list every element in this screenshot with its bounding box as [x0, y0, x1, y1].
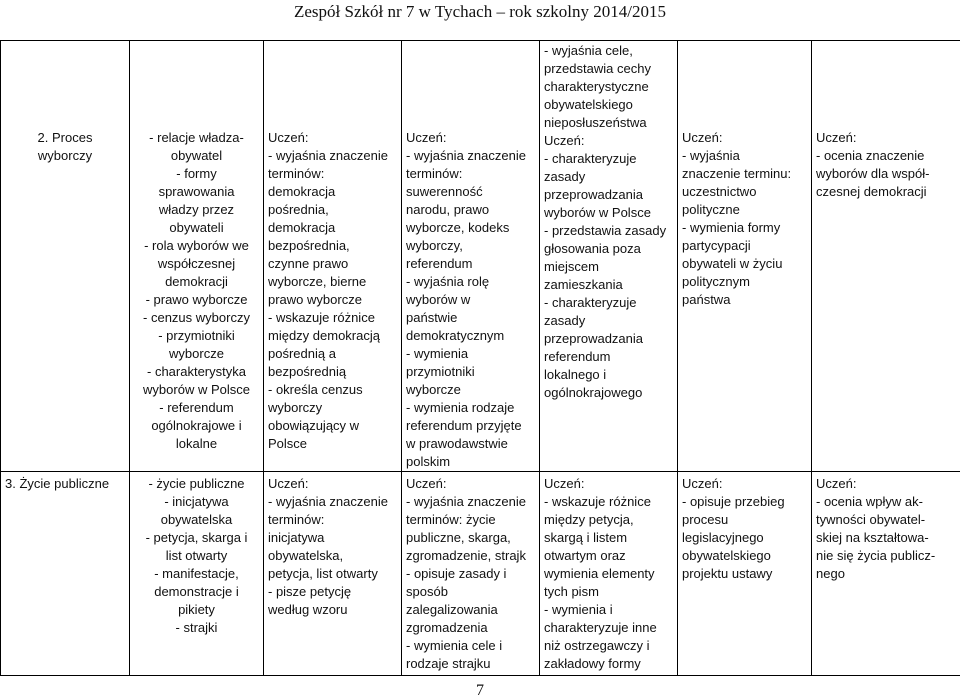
requirement-level-5-cell: Uczeń: - ocenia znaczenie wyborów dla współ- czesnej demokracji — [812, 41, 960, 472]
requirement-level-1-cell: Uczeń: - wyjaśnia znaczenie terminów: inicjatywa obywatelska, petycja, list otwarty - pisze petycję według wzoru — [264, 472, 402, 676]
requirement-level-3-cell: - wyjaśnia cele, przedstawia cechy charakterystyczne obywatelskiego nieposłuszeństwa Uczeń: - charakteryzuje zasady przeprowadzania wyborów w Polsce - przedstawia zasady głosowania poza miejscem zamieszkania - charakteryzuje zasady przeprowadzania referendum lokalnego i ogólnokrajowego — [540, 41, 678, 472]
requirement-level-2-cell: Uczeń: - wyjaśnia znaczenie terminów: suwerenność narodu, prawo wyborcze, kodeks wyborczy, referendum - wyjaśnia rolę wyborów w państwie demokratycznym - wymienia przymiotniki wyborcze - wymienia rodzaje referendum przyjęte w prawodawstwie polskim — [402, 41, 540, 472]
requirement-level-1-cell: Uczeń: - wyjaśnia znaczenie terminów: demokracja pośrednia, demokracja bezpośrednia, czynne prawo wyborcze, bierne prawo wyborcze - wskazuje różnice między demokracją pośrednią a bezpośrednią - określa cenzus wyborczy obowiązujący w Polsce — [264, 41, 402, 472]
table-row — [1, 472, 960, 676]
table-row — [1, 41, 960, 472]
requirement-level-4-cell: Uczeń: - wyjaśnia znaczenie terminu: uczestnictwo polityczne - wymienia formy partycypacji obywateli w życiu politycznym państwa — [678, 41, 812, 472]
page-number: 7 — [476, 682, 484, 699]
content-cell: - życie publiczne - inicjatywa obywatelska - petycja, skarga i list otwarty - manifestacje, demonstracje i pikiety - strajki — [130, 472, 264, 676]
requirement-level-5-cell: Uczeń: - ocenia wpływ ak- tywności obywatel- skiej na kształtowa- nie się życia publicz- nego — [812, 472, 960, 676]
topic-cell: 3. Życie publiczne — [1, 472, 130, 676]
requirement-level-2-cell: Uczeń: - wyjaśnia znaczenie terminów: życie publiczne, skarga, zgromadzenie, strajk - opisuje zasady i sposób zalegalizowania zgromadzenia - wymienia cele i rodzaje strajku — [402, 472, 540, 676]
curriculum-table — [0, 40, 960, 676]
content-cell: - relacje władza- obywatel - formy sprawowania władzy przez obywateli - rola wyborów we współczesnej demokracji - prawo wyborcze - cenzus wyborczy - przymiotniki wyborcze - charakterystyka wyborów w Polsce - referendum ogólnokrajowe i lokalne — [130, 41, 264, 472]
page-header: Zespół Szkół nr 7 w Tychach – rok szkolny 2014/2015 — [294, 2, 666, 21]
requirement-level-4-cell: Uczeń: - opisuje przebieg procesu legislacyjnego obywatelskiego projektu ustawy — [678, 472, 812, 676]
topic-cell: 2. Proces wyborczy — [1, 41, 130, 472]
requirement-level-3-cell: Uczeń: - wskazuje różnice między petycja, skargą i listem otwartym oraz wymienia elementy tych pism - wymienia i charakteryzuje inne niż ostrzegawczy i zakładowy formy — [540, 472, 678, 676]
